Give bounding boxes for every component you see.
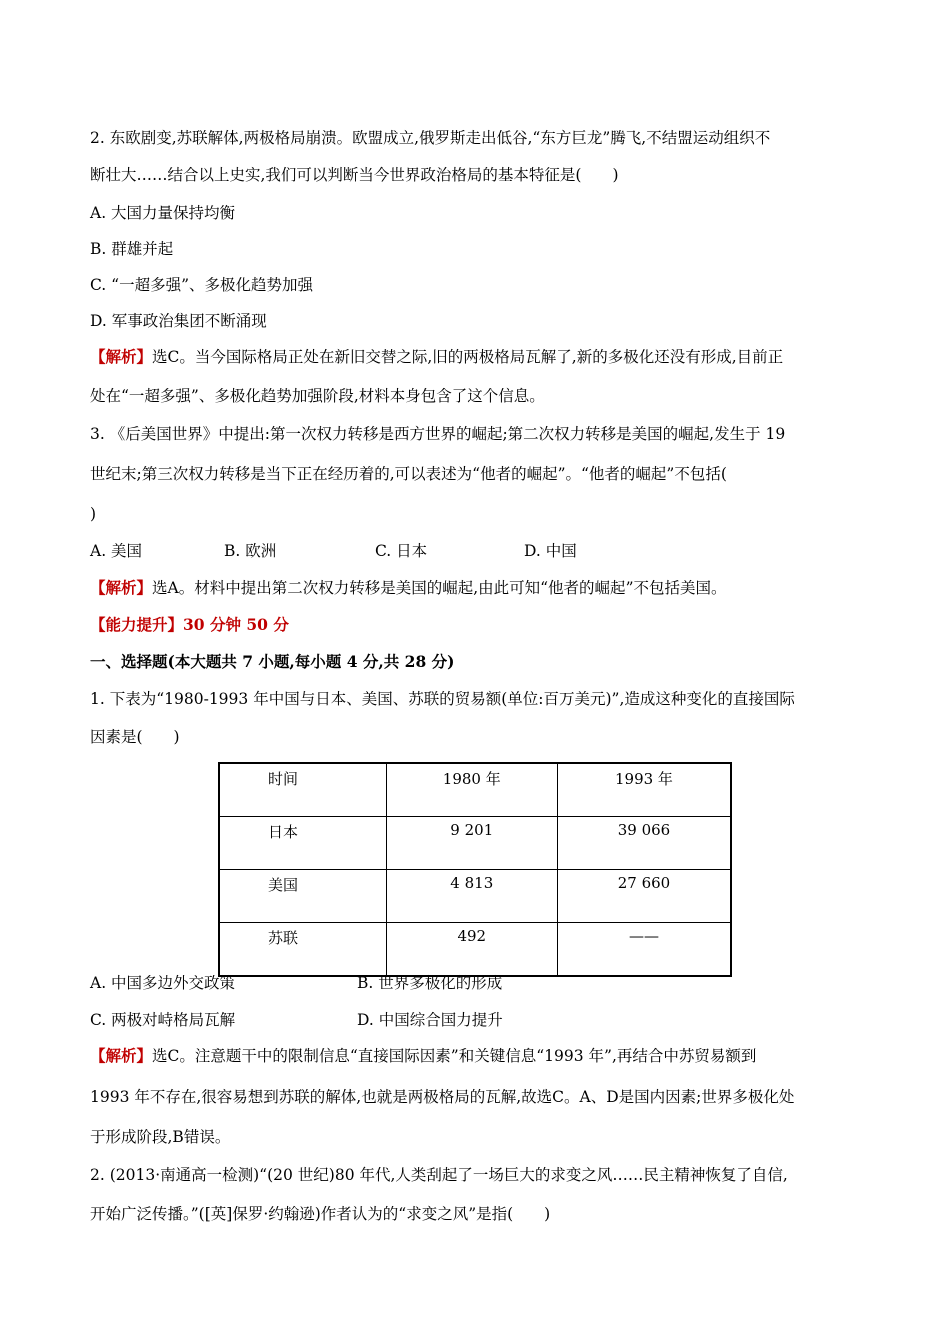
q2-stem-line-1: 2. 东欧剧变,苏联解体,两极格局崩溃。欧盟成立,俄罗斯走出低谷,“东方巨龙”腾飞,不结盟运动组织不 (90, 129, 771, 147)
table-cell: 苏联 (219, 923, 386, 977)
p1-option-a: A. 中国多边外交政策 (90, 974, 236, 992)
q3-option-c: C. 日本 (375, 542, 428, 560)
q2-option-c: C. “一超多强”、多极化趋势加强 (90, 276, 314, 294)
table-cell: 4 813 (386, 870, 557, 923)
q2-analysis-text-1: 选C。当今国际格局正处在新旧交替之际,旧的两极格局瓦解了,新的多极化还没有形成,目前正 (152, 348, 784, 366)
section-tag-line (90, 615, 289, 635)
analysis-tag: 【解析】 (90, 1046, 153, 1065)
p2-stem-line-1: 2. (2013·南通高一检测)“(20 世纪)80 年代,人类刮起了一场巨大的求变之风……民主精神恢复了自信, (90, 1166, 788, 1184)
table-cell: 9 201 (386, 817, 557, 870)
p1-option-c: C. 两极对峙格局瓦解 (90, 1011, 236, 1029)
q2-stem-line-2: 断壮大……结合以上史实,我们可以判断当今世界政治格局的基本特征是( ) (90, 166, 619, 184)
p1-analysis-line-1 (90, 1046, 756, 1066)
q2-analysis-line-2: 处在“一超多强”、多极化趋势加强阶段,材料本身包含了这个信息。 (90, 387, 545, 405)
q2-option-a: A. 大国力量保持均衡 (90, 204, 236, 222)
p1-stem-line-1: 1. 下表为“1980-1993 年中国与日本、美国、苏联的贸易额(单位:百万美元)”,造成这种变化的直接国际 (90, 690, 795, 708)
table-cell: 39 066 (557, 817, 731, 870)
p1-options-row-2 (90, 1010, 850, 1030)
q3-option-d: D. 中国 (524, 542, 577, 560)
table-cell: 492 (386, 923, 557, 977)
table-header-cell: 1980 年 (386, 763, 557, 817)
section-time-score: 30 分钟 50 分 (183, 615, 289, 634)
q3-stem-line-1: 3. 《后美国世界》中提出:第一次权力转移是西方世界的崛起;第二次权力转移是美国的崛起,发生于 19 (90, 425, 786, 443)
section-tag: 【能力提升】 (90, 615, 184, 634)
table-row (219, 870, 731, 923)
table-cell: 日本 (219, 817, 386, 870)
table-header-row (219, 763, 731, 817)
table-cell: 美国 (219, 870, 386, 923)
q3-stem-line-3: ) (90, 505, 97, 523)
p1-analysis-line-3: 于形成阶段,B错误。 (90, 1128, 231, 1146)
p1-option-d: D. 中国综合国力提升 (357, 1011, 503, 1029)
q3-option-b: B. 欧洲 (224, 542, 277, 560)
q3-stem-line-2: 世纪末;第三次权力转移是当下正在经历着的,可以表述为“他者的崛起”。“他者的崛起”不包括( (90, 465, 727, 483)
q2-option-d: D. 军事政治集团不断涌现 (90, 312, 267, 330)
table-row (219, 817, 731, 870)
p1-analysis-text-1: 选C。注意题干中的限制信息“直接国际因素”和关键信息“1993 年”,再结合中苏贸易额到 (152, 1047, 757, 1065)
table-header-cell: 时间 (219, 763, 386, 817)
q2-option-b: B. 群雄并起 (90, 240, 174, 258)
trade-table (218, 762, 732, 977)
analysis-tag: 【解析】 (90, 347, 153, 366)
q3-option-a: A. 美国 (90, 542, 143, 560)
table-header-cell: 1993 年 (557, 763, 731, 817)
q3-analysis-line (90, 578, 727, 598)
q3-options-row (90, 541, 850, 561)
q2-analysis-line-1 (90, 347, 783, 367)
analysis-tag: 【解析】 (90, 578, 153, 597)
p1-options-row-1 (90, 973, 850, 993)
section-heading: 一、选择题(本大题共 7 小题,每小题 4 分,共 28 分) (90, 652, 455, 671)
table-cell: 27 660 (557, 870, 731, 923)
q3-analysis-text: 选A。材料中提出第二次权力转移是美国的崛起,由此可知“他者的崛起”不包括美国。 (152, 579, 727, 597)
table-cell: —— (557, 923, 731, 977)
p2-stem-line-2: 开始广泛传播。”([英]保罗·约翰逊)作者认为的“求变之风”是指( ) (90, 1205, 551, 1223)
table-row (219, 923, 731, 977)
p1-option-b: B. 世界多极化的形成 (357, 974, 503, 992)
p1-analysis-line-2: 1993 年不存在,很容易想到苏联的解体,也就是两极格局的瓦解,故选C。A、D是国内因素;世界多极化处 (90, 1088, 795, 1106)
p1-stem-line-2: 因素是( ) (90, 728, 180, 746)
